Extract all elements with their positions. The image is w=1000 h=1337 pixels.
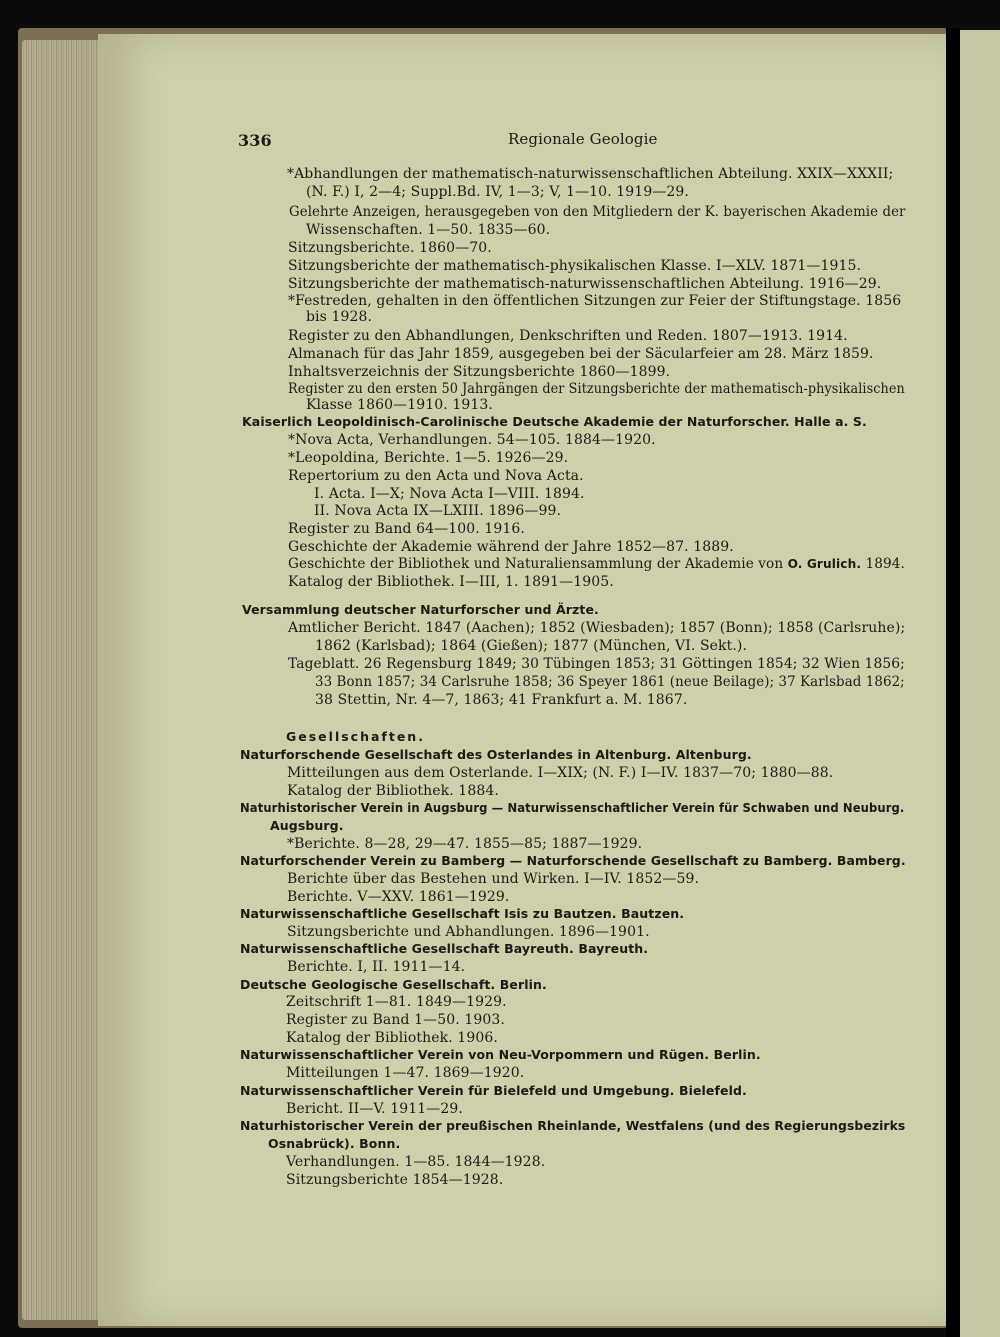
page-edges (22, 40, 104, 1320)
text-line: *Abhandlungen der mathematisch-naturwissenschaftlichen Abteilung. XXIX—XXXII; (287, 166, 894, 182)
institution-heading: Naturwissenschaftlicher Verein für Bielefeld und Umgebung. Bielefeld. (240, 1083, 747, 1098)
gutter (946, 28, 960, 1337)
text-line: Klasse 1860—1910. 1913. (306, 397, 493, 413)
text-line: (N. F.) I, 2—4; Suppl.Bd. IV, 1—3; V, 1—10. 1919—29. (306, 184, 689, 200)
text-line: Sitzungsberichte und Abhandlungen. 1896—1901. (287, 924, 650, 940)
text-line: *Leopoldina, Berichte. 1—5. 1926—29. (288, 450, 569, 466)
text-line: *Berichte. 8—28, 29—47. 1855—85; 1887—1929. (287, 836, 643, 852)
text-line: Register zu Band 64—100. 1916. (288, 521, 525, 537)
text-line: Berichte. V—XXV. 1861—1929. (287, 889, 510, 905)
institution-heading: Kaiserlich Leopoldinisch-Carolinische Deutsche Akademie der Naturforscher. Halle a. S. (242, 414, 867, 429)
text-line: Verhandlungen. 1—85. 1844—1928. (286, 1154, 546, 1170)
text-line: bis 1928. (306, 309, 373, 325)
text-line: I. Acta. I—X; Nova Acta I—VIII. 1894. (314, 486, 585, 502)
text-line: Berichte. I, II. 1911—14. (287, 959, 466, 975)
text-line: 1862 (Karlsbad); 1864 (Gießen); 1877 (München, VI. Sekt.). (315, 638, 748, 654)
author-name: O. Grulich. (787, 556, 862, 571)
text-line: Sitzungsberichte 1854—1928. (286, 1172, 504, 1188)
text-line: *Nova Acta, Verhandlungen. 54—105. 1884—1920. (288, 432, 656, 448)
text-line: Bericht. II—V. 1911—29. (286, 1101, 463, 1117)
text-line: Zeitschrift 1—81. 1849—1929. (286, 994, 507, 1010)
text-line: Amtlicher Bericht. 1847 (Aachen); 1852 (Wiesbaden); 1857 (Bonn); 1858 (Carlsruhe); (288, 620, 906, 636)
institution-heading: Naturforschende Gesellschaft des Osterlandes in Altenburg. Altenburg. (240, 747, 752, 762)
text-line: Register zu den ersten 50 Jahrgängen der Sitzungsberichte der mathematisch-physikalischen (288, 381, 905, 397)
text-line-main: Geschichte der Bibliothek und Naturaliensammlung der Akademie von (288, 556, 784, 572)
text-line: II. Nova Acta IX—LXIII. 1896—99. (314, 503, 562, 519)
institution-heading: Naturwissenschaftliche Gesellschaft Isis zu Bautzen. Bautzen. (240, 906, 685, 921)
text-line: 38 Stettin, Nr. 4—7, 1863; 41 Frankfurt a. M. 1867. (315, 692, 688, 708)
text-line: Wissenschaften. 1—50. 1835—60. (306, 222, 551, 238)
institution-heading: Naturwissenschaftliche Gesellschaft Bayreuth. Bayreuth. (240, 941, 649, 956)
text-line: Berichte über das Bestehen und Wirken. I—IV. 1852—59. (287, 871, 700, 887)
institution-heading: Augsburg. (270, 818, 344, 833)
text-line: Katalog der Bibliothek. 1884. (287, 783, 499, 799)
text-line: Repertorium zu den Acta und Nova Acta. (288, 468, 584, 484)
text-line: Geschichte der Akademie während der Jahre 1852—87. 1889. (288, 539, 734, 555)
text-line: Gelehrte Anzeigen, herausgegeben von den Mitgliedern der K. bayerischen Akademie der (289, 204, 906, 220)
text-line: *Festreden, gehalten in den öffentlichen Sitzungen zur Feier der Stiftungstage. 1856 (288, 293, 902, 309)
text-line: Register zu Band 1—50. 1903. (286, 1012, 505, 1028)
text-line: Inhaltsverzeichnis der Sitzungsberichte 1860—1899. (288, 364, 671, 380)
text-line: Tageblatt. 26 Regensburg 1849; 30 Tübingen 1853; 31 Göttingen 1854; 32 Wien 1856; (288, 656, 905, 672)
text-line: Almanach für das Jahr 1859, ausgegeben bei der Säcularfeier am 28. März 1859. (288, 346, 874, 362)
institution-heading: Naturforschender Verein zu Bamberg — Naturforschende Gesellschaft zu Bamberg. Bamberg. (240, 853, 906, 868)
text-line (288, 556, 905, 572)
text-line: Katalog der Bibliothek. I—III, 1. 1891—1905. (288, 574, 614, 590)
text-line: 33 Bonn 1857; 34 Carlsruhe 1858; 36 Speyer 1861 (neue Beilage); 37 Karlsbad 1862; (315, 674, 905, 690)
institution-heading: Naturhistorischer Verein der preußischen Rheinlande, Westfalens (und des Regierungsbezirks (240, 1118, 906, 1133)
text-line: Register zu den Abhandlungen, Denkschriften und Reden. 1807—1913. 1914. (288, 328, 848, 344)
text-line: Sitzungsberichte der mathematisch-naturwissenschaftlichen Abteilung. 1916—29. (288, 276, 882, 292)
text-line: Mitteilungen aus dem Osterlande. I—XIX; (N. F.) I—IV. 1837—70; 1880—88. (287, 765, 834, 781)
facing-page-edge (960, 30, 1000, 1337)
text-line: Katalog der Bibliothek. 1906. (286, 1030, 498, 1046)
institution-heading: Versammlung deutscher Naturforscher und Ärzte. (242, 602, 599, 617)
text-line: Mitteilungen 1—47. 1869—1920. (286, 1065, 525, 1081)
institution-heading: Osnabrück). Bonn. (268, 1136, 401, 1151)
institution-heading: Naturwissenschaftlicher Verein von Neu-Vorpommern und Rügen. Berlin. (240, 1047, 761, 1062)
section-heading: Gesellschaften. (286, 729, 425, 744)
institution-heading: Deutsche Geologische Gesellschaft. Berlin. (240, 977, 547, 992)
text-line: Sitzungsberichte der mathematisch-physikalischen Klasse. I—XLV. 1871—1915. (288, 258, 862, 274)
institution-heading: Naturhistorischer Verein in Augsburg — Naturwissenschaftlicher Verein für Schwaben und Neuburg. (240, 800, 905, 815)
text-line: Sitzungsberichte. 1860—70. (288, 240, 492, 256)
text-line-year: 1894. (861, 556, 905, 572)
running-title: Regionale Geologie (508, 130, 658, 148)
page-number: 336 (238, 131, 272, 150)
